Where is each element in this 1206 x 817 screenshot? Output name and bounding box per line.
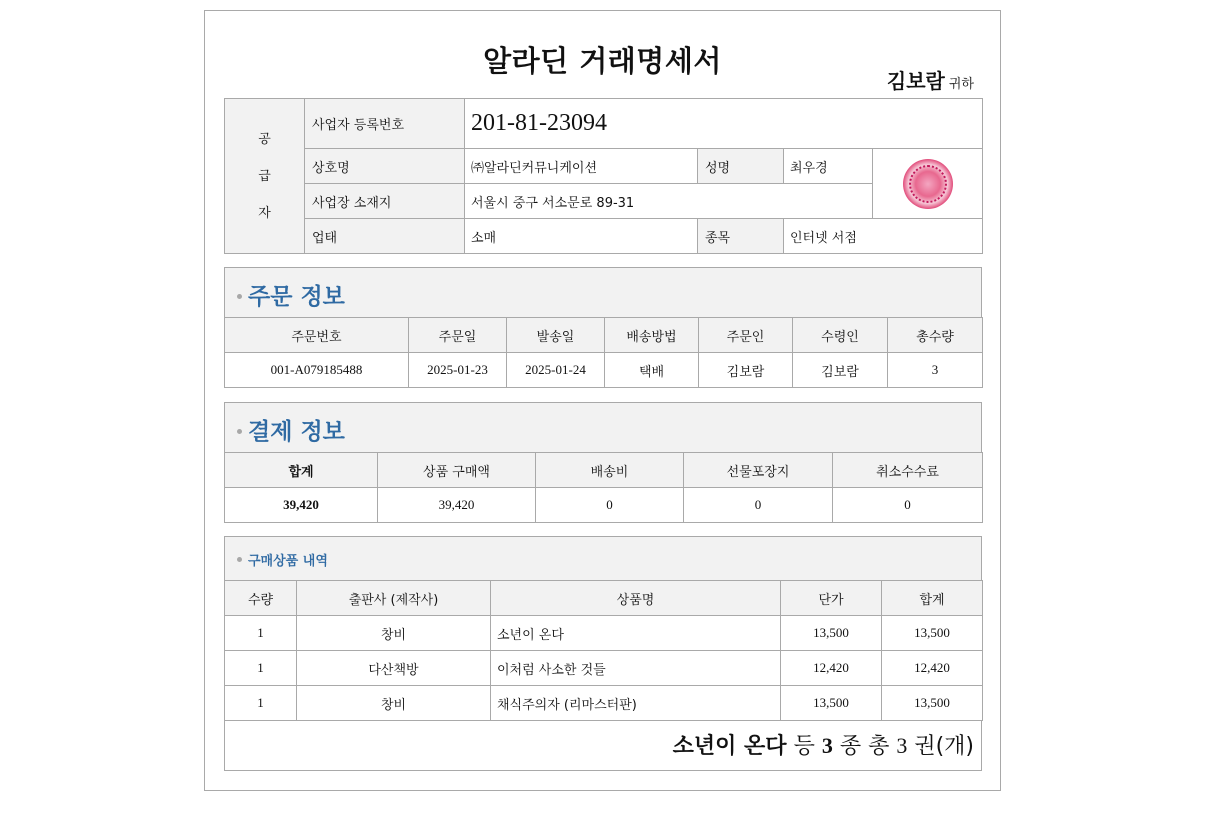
business-type-label: 업태 xyxy=(305,219,465,254)
table-header-row xyxy=(225,318,983,353)
summary-text: 종 총 xyxy=(839,734,890,759)
payment-section-title: 결제 정보 xyxy=(248,419,345,445)
summary-text: 등 xyxy=(793,734,815,759)
item-unit-price: 12,420 xyxy=(781,651,882,686)
payment-table xyxy=(224,452,983,523)
table-header-cell: 선물포장지 xyxy=(684,453,833,488)
items-table xyxy=(224,580,983,721)
payment-section-header xyxy=(224,402,982,452)
supplier-side-char: 자 xyxy=(258,205,271,221)
recipient-name: 김보람 xyxy=(886,69,945,93)
supplier-side-char: 급 xyxy=(258,168,271,184)
table-header-cell: 수량 xyxy=(225,581,297,616)
item-title: 이처럼 사소한 것들 xyxy=(491,651,781,686)
summary-first-title: 소년이 온다 xyxy=(672,734,787,759)
table-header-cell: 배송방법 xyxy=(605,318,699,353)
document-title: 알라딘 거래명세서 xyxy=(483,44,722,78)
order-date: 2025-01-23 xyxy=(409,353,507,388)
table-header-cell: 주문번호 xyxy=(225,318,409,353)
item-title: 채식주의자 (리마스터판) xyxy=(491,686,781,721)
payment-total: 39,420 xyxy=(225,488,378,523)
summary-kinds: 3 xyxy=(821,733,833,758)
order-table xyxy=(224,317,983,388)
table-header-cell: 단가 xyxy=(781,581,882,616)
cancel-fee: 0 xyxy=(833,488,983,523)
bullet-icon xyxy=(237,294,242,299)
address-value: 서울시 중구 서소문로 89-31 xyxy=(465,184,873,219)
supplier-side-label xyxy=(225,99,305,254)
product-amount: 39,420 xyxy=(378,488,536,523)
recipient-suffix: 귀하 xyxy=(948,77,974,92)
table-header-cell: 합계 xyxy=(882,581,983,616)
table-header-cell: 주문인 xyxy=(699,318,793,353)
item-title: 소년이 온다 xyxy=(491,616,781,651)
payment-section xyxy=(224,402,982,523)
reg-no-label: 사업자 등록번호 xyxy=(305,99,465,149)
seal-stamp-icon xyxy=(903,159,953,209)
shipping-fee: 0 xyxy=(536,488,684,523)
table-header-cell: 취소수수료 xyxy=(833,453,983,488)
items-section-title: 구매상품 내역 xyxy=(248,554,328,569)
ship-date: 2025-01-24 xyxy=(507,353,605,388)
address-label: 사업장 소재지 xyxy=(305,184,465,219)
item-publisher: 창비 xyxy=(297,616,491,651)
table-header-row xyxy=(225,453,983,488)
invoice-document xyxy=(204,10,1001,791)
table-header-cell: 배송비 xyxy=(536,453,684,488)
company-label: 상호명 xyxy=(305,149,465,184)
table-header-cell: 상품 구매액 xyxy=(378,453,536,488)
orderer: 김보람 xyxy=(699,353,793,388)
item-publisher: 다산책방 xyxy=(297,651,491,686)
stamp-cell xyxy=(873,149,983,219)
item-publisher: 창비 xyxy=(297,686,491,721)
summary-count: 3 xyxy=(896,733,908,758)
table-row xyxy=(225,651,983,686)
company-value: ㈜알라딘커뮤니케이션 xyxy=(465,149,698,184)
order-section xyxy=(224,267,982,388)
item-subtotal: 13,500 xyxy=(882,616,983,651)
reg-no-value: 201-81-23094 xyxy=(465,99,983,149)
item-quantity: 1 xyxy=(225,686,297,721)
order-number: 001-A079185488 xyxy=(225,353,409,388)
order-section-header xyxy=(224,267,982,317)
table-header-row xyxy=(225,581,983,616)
item-subtotal: 13,500 xyxy=(882,686,983,721)
table-header-cell: 주문일 xyxy=(409,318,507,353)
table-row xyxy=(225,686,983,721)
table-header-cell: 출판사 (제작사) xyxy=(297,581,491,616)
summary-text: 권(개) xyxy=(914,734,974,759)
items-section-header xyxy=(224,536,982,580)
gift-wrap-fee: 0 xyxy=(684,488,833,523)
order-section-title: 주문 정보 xyxy=(248,284,345,310)
supplier-table xyxy=(224,98,983,254)
item-unit-price: 13,500 xyxy=(781,686,882,721)
recipient xyxy=(887,65,974,94)
item-unit-price: 13,500 xyxy=(781,616,882,651)
item-quantity: 1 xyxy=(225,616,297,651)
table-row xyxy=(225,488,983,523)
business-type-value: 소매 xyxy=(465,219,698,254)
item-subtotal: 12,420 xyxy=(882,651,983,686)
bullet-icon xyxy=(237,429,242,434)
ceo-value: 최우경 xyxy=(784,149,873,184)
item-quantity: 1 xyxy=(225,651,297,686)
table-header-cell: 상품명 xyxy=(491,581,781,616)
bullet-icon xyxy=(237,557,242,562)
table-header-cell: 수령인 xyxy=(793,318,888,353)
supplier-side-char: 공 xyxy=(258,131,271,147)
table-header-cell: 총수량 xyxy=(888,318,983,353)
category-value: 인터넷 서점 xyxy=(784,219,983,254)
table-row xyxy=(225,616,983,651)
category-label: 종목 xyxy=(698,219,784,254)
items-section xyxy=(224,536,982,771)
shipping-method: 택배 xyxy=(605,353,699,388)
table-row xyxy=(225,353,983,388)
ceo-label: 성명 xyxy=(698,149,784,184)
total-quantity: 3 xyxy=(888,353,983,388)
table-header-cell: 합계 xyxy=(225,453,378,488)
table-header-cell: 발송일 xyxy=(507,318,605,353)
items-summary xyxy=(224,721,982,771)
receiver: 김보람 xyxy=(793,353,888,388)
